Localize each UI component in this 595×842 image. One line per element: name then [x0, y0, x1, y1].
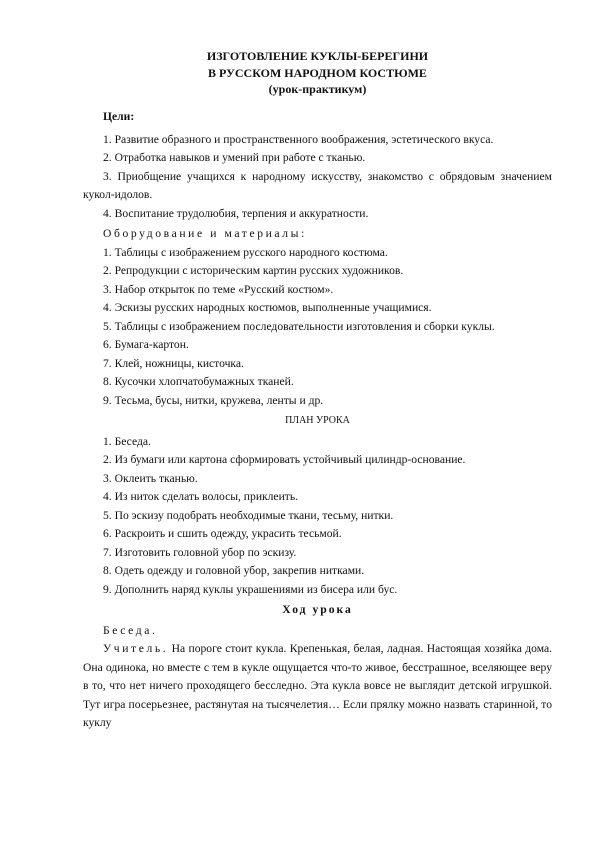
equipment-item: 1. Таблицы с изображением русского народного костюма. — [103, 245, 388, 259]
equipment-heading: Оборудование и материалы: — [103, 227, 307, 240]
plan-heading: ПЛАН УРОКА — [285, 415, 350, 426]
equipment-item: 2. Репродукции с историческим картин русских художников. — [103, 264, 404, 277]
plan-item: 2. Из бумаги или картона сформировать устойчивый цилиндр-основание. — [103, 453, 466, 466]
equipment-item: 8. Кусочки хлопчатобумажных тканей. — [103, 375, 294, 388]
document-title-line-2: В РУССКОМ НАРОДНОМ КОСТЮМЕ — [208, 65, 427, 80]
plan-item: 3. Оклеить тканью. — [103, 471, 198, 485]
teacher-label: Учитель. — [103, 642, 169, 655]
lesson-heading: Ход урока — [282, 603, 353, 616]
equipment-list — [83, 244, 552, 411]
goals-list — [83, 131, 552, 224]
goals-item: 4. Воспитание трудолюбия, терпения и аккуратности. — [103, 206, 369, 220]
document-subtitle: (урок-практикум) — [268, 82, 367, 96]
equipment-item: 6. Бумага-картон. — [103, 338, 189, 351]
goals-item: 1. Развитие образного и пространственного воображения, эстетического вкуса. — [103, 132, 494, 146]
plan-item: 7. Изготовить головной убор по эскизу. — [103, 545, 297, 559]
equipment-item: 9. Тесьма, бусы, нитки, кружева, ленты и др. — [103, 393, 324, 407]
document-content — [83, 48, 552, 733]
plan-item: 1. Беседа. — [103, 434, 151, 448]
plan-item: 9. Дополнить наряд куклы украшениями из бисера или бус. — [103, 582, 398, 596]
plan-item: 4. Из ниток сделать волосы, приклеить. — [103, 490, 299, 503]
teacher-text: На пороге стоит кукла. Крепенькая, белая, ладная. Настоящая хозяйка дома. Она одинока, но вместе с тем в кукле ощущается что-то живое, бесстрашное, вселяющее веру в то, что нет ничего проходящего бесследно. Эта кукла вовсе не выглядит детской игрушкой. Тут игра посерьезнее, растянутая на тысячелетия… Если прялку можно назвать старинной, то куклу — [83, 642, 552, 729]
teacher-paragraph — [83, 640, 552, 733]
plan-item: 8. Одеть одежду и головной убор, закрепив нитками. — [103, 564, 365, 577]
goals-heading: Цели: — [103, 110, 135, 123]
equipment-item: 7. Клей, ножницы, кисточка. — [103, 356, 244, 370]
equipment-item: 3. Набор открыток по теме «Русский костюм». — [103, 282, 334, 296]
equipment-item: 4. Эскизы русских народных костюмов, выполненные учащимися. — [103, 301, 432, 314]
document-title: ИЗГОТОВЛЕНИЕ КУКЛЫ-БЕРЕГИНИ — [206, 49, 429, 63]
goals-item: 2. Отработка навыков и умений при работе с тканью. — [103, 151, 366, 164]
goals-item: 3. Приобщение учащихся к народному искусству, знакомство с обрядовым значением кукол-идолов. — [83, 169, 552, 201]
conversation-heading: Беседа. — [103, 623, 158, 637]
equipment-item: 5. Таблицы с изображением последовательности изготовления и сборки куклы. — [103, 319, 495, 333]
plan-item: 6. Раскроить и сшить одежду, украсить тесьмой. — [103, 527, 342, 540]
plan-item: 5. По эскизу подобрать необходимые ткани, тесьму, нитки. — [103, 508, 394, 522]
plan-list — [83, 433, 552, 600]
